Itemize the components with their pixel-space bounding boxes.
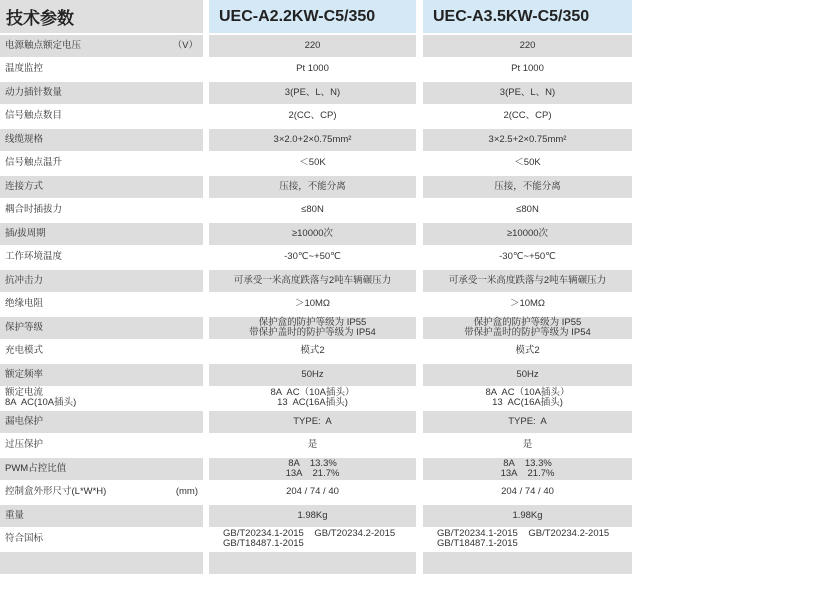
row-value-model-1 <box>209 82 416 104</box>
row-value-model-1 <box>209 482 416 504</box>
row-value-model-2 <box>423 129 632 151</box>
row-value-model-1 <box>209 59 416 81</box>
value-line: ≥10000次 <box>506 227 549 239</box>
row-label-text: 连接方式 <box>5 180 44 192</box>
value-line: 13A 21.7% <box>500 467 555 479</box>
table-row <box>0 364 632 388</box>
row-label-text: 电源触点额定电压 <box>5 39 82 51</box>
value-line: 8A 13.3% <box>288 457 337 469</box>
value-line: 204 / 74 / 40 <box>501 486 554 498</box>
value-line: ＞10MΩ <box>509 298 546 310</box>
value-line: Pt 1000 <box>296 63 329 75</box>
value-line: 8A AC（10A插头） <box>485 387 570 399</box>
row-label <box>0 176 203 198</box>
value-line: 压接，不能分离 <box>494 180 561 192</box>
value-line: ＞10MΩ <box>294 298 331 310</box>
value-line: 204 / 74 / 40 <box>286 486 339 498</box>
row-value-model-2 <box>423 411 632 433</box>
row-label <box>0 270 203 292</box>
value-line: GB/T20234.1-2015 GB/T20234.2-2015 <box>437 528 610 540</box>
table-row <box>0 435 632 459</box>
row-label <box>0 223 203 245</box>
row-value-model-2 <box>423 35 632 57</box>
row-value-model-1 <box>209 364 416 386</box>
value-line: 220 <box>304 39 321 51</box>
value-line: 1.98Kg <box>297 509 328 521</box>
value-line: GB/T18487.1-2015 <box>437 538 518 550</box>
row-value-model-1 <box>209 200 416 222</box>
row-value-model-1 <box>209 411 416 433</box>
row-label <box>0 388 203 410</box>
row-label-text: 充电模式 <box>5 345 44 357</box>
value-line: 可承受一米高度跌落与2吨车辆碾压力 <box>233 274 392 286</box>
row-value-model-2 <box>423 294 632 316</box>
row-value-model-2 <box>423 223 632 245</box>
row-value-model-2 <box>423 458 632 480</box>
table-row <box>0 129 632 153</box>
value-line: ＜50K <box>514 157 541 169</box>
row-value-model-1 <box>209 153 416 175</box>
row-label <box>0 529 203 551</box>
row-label-text: 信号触点温升 <box>5 157 63 169</box>
row-value-model-1 <box>209 529 416 551</box>
row-value-model-1 <box>209 106 416 128</box>
row-label-text: 温度监控 <box>5 63 44 75</box>
value-line: 8A 13.3% <box>503 457 552 469</box>
row-label-text: 耦合时插拔力 <box>5 204 63 216</box>
row-label-text: 额定电流 8A AC(10A插头) <box>5 387 77 409</box>
value-line: 可承受一米高度跌落与2吨车辆碾压力 <box>448 274 607 286</box>
row-unit: (mm) <box>175 486 198 498</box>
row-value-model-2 <box>423 388 632 410</box>
value-line: 3(PE、L、N) <box>499 86 556 98</box>
row-value-model-1 <box>209 317 416 339</box>
row-value-model-1 <box>209 388 416 410</box>
row-label-text: 线缆规格 <box>5 133 44 145</box>
row-value-model-1 <box>209 223 416 245</box>
value-line: ≤80N <box>301 204 324 216</box>
row-label <box>0 505 203 527</box>
table-row <box>0 317 632 341</box>
value-line: ＜50K <box>299 157 326 169</box>
value-line: 8A AC（10A插头） <box>270 387 355 399</box>
row-label-text: 保护等级 <box>5 321 44 333</box>
row-label <box>0 82 203 104</box>
value-line: 13A 21.7% <box>285 467 340 479</box>
row-label <box>0 247 203 269</box>
row-value-model-2 <box>423 270 632 292</box>
row-label <box>0 482 203 504</box>
value-line: 保护盒的防护等级为 IP55 <box>258 316 367 328</box>
value-line: 保护盒的防护等级为 IP55 <box>473 316 582 328</box>
row-value-model-2 <box>423 106 632 128</box>
row-label-text: 额定频率 <box>5 368 44 380</box>
row-label-text: 绝缘电阻 <box>5 298 44 310</box>
row-value-model-2 <box>423 153 632 175</box>
header-model-1: UEC-A2.2KW-C5/350 <box>209 0 416 33</box>
value-line: 1.98Kg <box>512 509 543 521</box>
row-value-model-2 <box>423 247 632 269</box>
table-row <box>0 505 632 529</box>
row-label <box>0 458 203 480</box>
value-line: 3×2.5+2×0.75mm² <box>488 133 567 145</box>
value-line: TYPE: A <box>293 415 332 427</box>
row-value-model-1 <box>209 435 416 457</box>
value-line: 是 <box>307 439 318 451</box>
table-row <box>0 153 632 177</box>
header-model-2: UEC-A3.5KW-C5/350 <box>423 0 632 33</box>
row-label <box>0 435 203 457</box>
row-label-text: 符合国标 <box>5 533 44 545</box>
value-line: 50Hz <box>301 368 324 380</box>
row-value-model-1 <box>209 458 416 480</box>
table-row <box>0 388 632 412</box>
row-value-model-1 <box>209 270 416 292</box>
value-line: GB/T20234.1-2015 GB/T20234.2-2015 <box>223 528 396 540</box>
row-value-model-1 <box>209 341 416 363</box>
table-row <box>0 223 632 247</box>
row-label-text: 抗冲击力 <box>5 274 44 286</box>
value-line: 压接，不能分离 <box>279 180 346 192</box>
table-row <box>0 552 632 576</box>
row-value-model-1 <box>209 505 416 527</box>
row-value-model-2 <box>423 552 632 574</box>
value-line: 220 <box>519 39 536 51</box>
row-label <box>0 294 203 316</box>
row-value-model-1 <box>209 247 416 269</box>
table-row <box>0 529 632 553</box>
row-value-model-2 <box>423 176 632 198</box>
value-line: 50Hz <box>516 368 539 380</box>
value-line: 13 AC(16A插头) <box>277 397 348 409</box>
value-line: ≥10000次 <box>291 227 334 239</box>
row-value-model-2 <box>423 200 632 222</box>
table-row <box>0 82 632 106</box>
row-unit: （V） <box>172 39 198 51</box>
row-label <box>0 35 203 57</box>
row-value-model-2 <box>423 505 632 527</box>
row-value-model-1 <box>209 552 416 574</box>
row-label-text: 工作环境温度 <box>5 251 63 263</box>
spec-rows <box>0 35 632 576</box>
table-row <box>0 247 632 271</box>
row-value-model-2 <box>423 529 632 551</box>
table-row <box>0 458 632 482</box>
value-line: 带保护盖时的防护等级为 IP54 <box>464 326 591 338</box>
row-label <box>0 153 203 175</box>
table-row <box>0 270 632 294</box>
row-label <box>0 106 203 128</box>
row-label-text: 过压保护 <box>5 439 44 451</box>
table-row <box>0 482 632 506</box>
row-value-model-2 <box>423 482 632 504</box>
value-line: 模式2 <box>515 345 540 357</box>
value-line: 3×2.0+2×0.75mm² <box>273 133 352 145</box>
row-label <box>0 552 203 574</box>
row-value-model-2 <box>423 59 632 81</box>
row-label <box>0 200 203 222</box>
value-line: Pt 1000 <box>511 63 544 75</box>
row-label <box>0 341 203 363</box>
row-value-model-1 <box>209 176 416 198</box>
row-label-text: PWM占控比值 <box>5 462 67 474</box>
value-line: TYPE: A <box>508 415 547 427</box>
row-value-model-2 <box>423 341 632 363</box>
table-row <box>0 59 632 83</box>
value-line: GB/T18487.1-2015 <box>223 538 304 550</box>
row-label-text: 插/拔周期 <box>5 227 46 239</box>
row-value-model-1 <box>209 129 416 151</box>
row-value-model-2 <box>423 364 632 386</box>
row-value-model-1 <box>209 35 416 57</box>
row-label-text: 重量 <box>5 509 25 521</box>
value-line: -30℃~+50℃ <box>499 251 556 263</box>
row-label-text: 信号触点数目 <box>5 110 63 122</box>
row-label <box>0 129 203 151</box>
value-line: 3(PE、L、N) <box>284 86 341 98</box>
value-line: 2(CC、CP) <box>288 110 337 122</box>
row-label <box>0 317 203 339</box>
row-value-model-2 <box>423 317 632 339</box>
table-row <box>0 200 632 224</box>
row-value-model-1 <box>209 294 416 316</box>
row-label <box>0 411 203 433</box>
value-line: -30℃~+50℃ <box>284 251 341 263</box>
row-value-model-2 <box>423 435 632 457</box>
value-line: 模式2 <box>300 345 325 357</box>
table-row <box>0 35 632 59</box>
value-line: 是 <box>522 439 533 451</box>
row-label-text: 动力插针数量 <box>5 86 63 98</box>
value-line: ≤80N <box>516 204 539 216</box>
header-label: 技术参数 <box>0 0 203 33</box>
table-row <box>0 341 632 365</box>
value-line: 带保护盖时的防护等级为 IP54 <box>249 326 376 338</box>
row-label-text: 控制盒外形尺寸(L*W*H) <box>5 486 107 498</box>
row-label <box>0 364 203 386</box>
table-row <box>0 411 632 435</box>
row-label <box>0 59 203 81</box>
value-line: 13 AC(16A插头) <box>492 397 563 409</box>
value-line: 2(CC、CP) <box>503 110 552 122</box>
row-label-text: 漏电保护 <box>5 415 44 427</box>
table-row <box>0 294 632 318</box>
table-row <box>0 176 632 200</box>
row-value-model-2 <box>423 82 632 104</box>
table-row <box>0 106 632 130</box>
